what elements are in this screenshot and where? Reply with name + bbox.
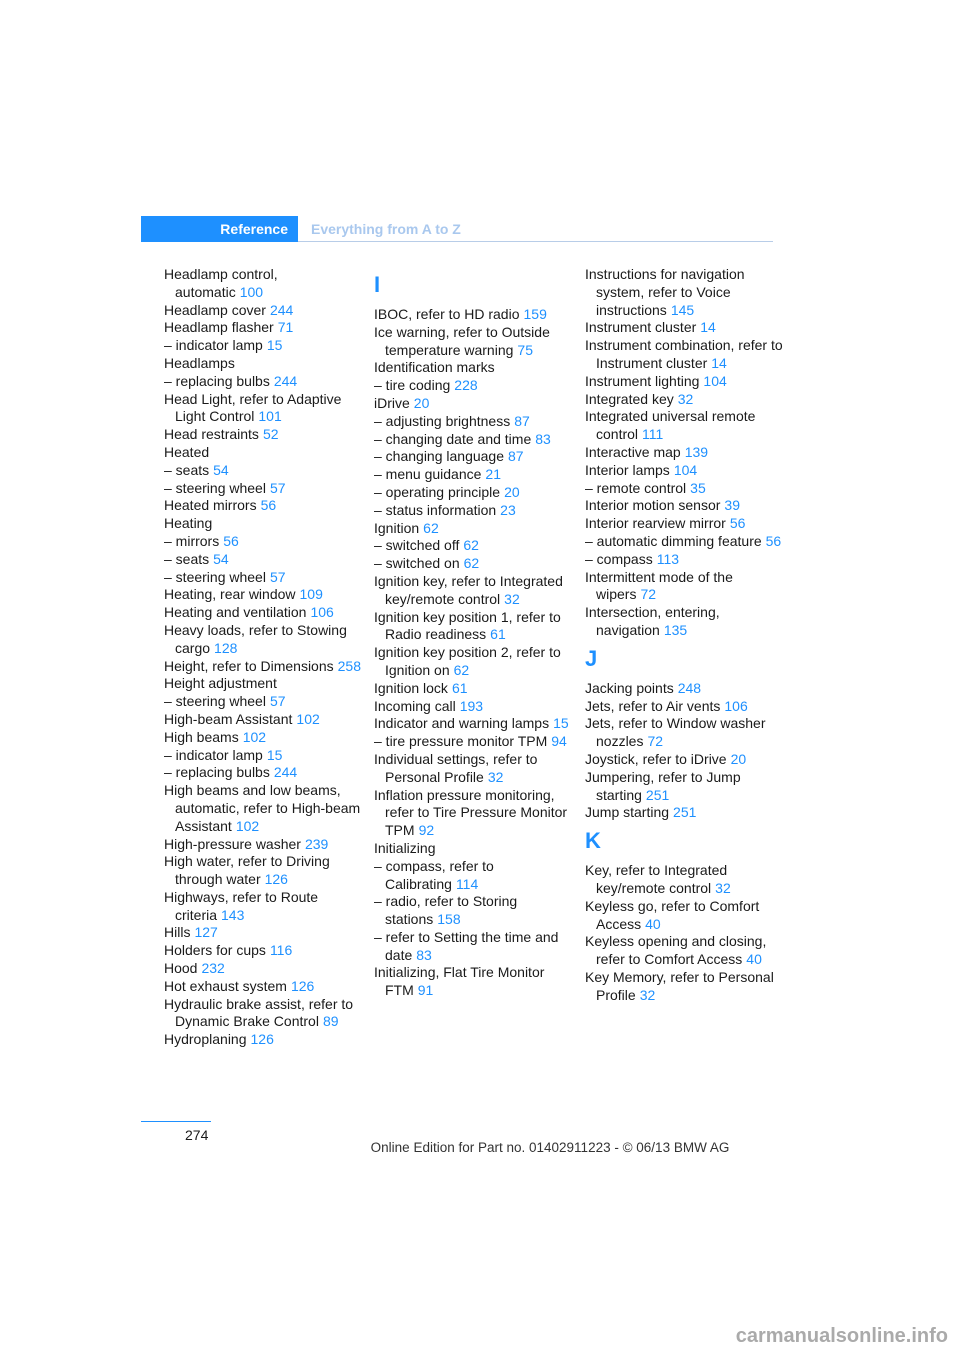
index-entry bbox=[374, 929, 574, 965]
index-entry bbox=[164, 551, 364, 569]
index-entry bbox=[374, 715, 574, 733]
page-reference-link[interactable]: 87 bbox=[514, 412, 530, 429]
index-entry-text: IBOC, refer to HD radio bbox=[374, 306, 520, 322]
page-reference-link[interactable]: 61 bbox=[490, 626, 506, 643]
index-entry bbox=[585, 515, 785, 533]
index-entry-text: – remote control bbox=[585, 479, 687, 496]
page-reference-link[interactable]: 158 bbox=[437, 911, 461, 928]
index-entry bbox=[374, 733, 574, 751]
page-number: 274 bbox=[185, 1127, 209, 1143]
index-entry-text: Head Light, refer to Adaptive Light Control bbox=[164, 390, 342, 425]
page-reference-link[interactable]: 54 bbox=[213, 550, 229, 567]
page-reference-link[interactable]: 228 bbox=[454, 377, 478, 394]
index-entry-text: iDrive bbox=[374, 394, 410, 411]
index-entry-text: Ignition lock bbox=[374, 679, 448, 696]
index-entry-text: Hood bbox=[164, 960, 198, 977]
page-reference-link[interactable]: 21 bbox=[485, 466, 501, 483]
index-entry bbox=[374, 377, 574, 395]
index-entry bbox=[585, 391, 785, 409]
page-reference-link[interactable]: 126 bbox=[250, 1031, 274, 1048]
page-reference-link[interactable]: 104 bbox=[673, 461, 698, 478]
index-entry-text: Headlamps bbox=[164, 354, 235, 371]
index-entry-text: – mirrors bbox=[164, 532, 220, 549]
index-entry bbox=[585, 698, 785, 716]
index-entry bbox=[164, 337, 364, 355]
index-entry bbox=[164, 586, 364, 604]
index-entry bbox=[585, 715, 785, 751]
index-entry-text: Intermittent mode of the wipers bbox=[585, 568, 733, 603]
index-entry bbox=[374, 484, 574, 502]
page-reference-link[interactable]: 15 bbox=[266, 337, 283, 354]
index-entry-text: Interior lamps bbox=[585, 461, 670, 478]
index-entry-text: – switched on bbox=[374, 555, 460, 572]
page-reference-link[interactable]: 62 bbox=[423, 519, 439, 536]
index-entry bbox=[164, 853, 364, 889]
page-reference-link[interactable]: 72 bbox=[640, 586, 657, 603]
page-reference-link[interactable]: 14 bbox=[711, 354, 727, 371]
index-entry-text: – indicator lamp bbox=[164, 746, 263, 763]
index-entry bbox=[164, 675, 364, 693]
index-entry-text: Interior motion sensor bbox=[585, 497, 721, 514]
page-reference-link[interactable]: 75 bbox=[517, 341, 533, 358]
index-entry-text: Joystick, refer to iDrive bbox=[585, 750, 727, 767]
page-reference-link[interactable]: 128 bbox=[214, 639, 238, 656]
page-reference-link[interactable]: 62 bbox=[463, 555, 480, 572]
index-entry-text: – tire pressure monitor TPM bbox=[374, 733, 548, 750]
index-column-1 bbox=[164, 266, 364, 1049]
index-entry-text: Headlamp cover bbox=[164, 301, 266, 318]
index-entry bbox=[374, 306, 574, 324]
index-entry bbox=[164, 729, 364, 747]
index-entry bbox=[374, 448, 574, 466]
page-reference-link[interactable]: 251 bbox=[645, 786, 670, 803]
page-reference-link[interactable]: 111 bbox=[642, 426, 664, 443]
index-entry bbox=[164, 266, 364, 302]
page-reference-link[interactable]: 54 bbox=[213, 461, 229, 478]
index-entry bbox=[374, 466, 574, 484]
index-entry bbox=[585, 898, 785, 934]
index-entry bbox=[585, 444, 785, 462]
page-reference-link[interactable]: 248 bbox=[677, 679, 702, 696]
page-reference-link[interactable]: 244 bbox=[273, 764, 298, 781]
index-entry-text: Heating, rear window bbox=[164, 586, 296, 603]
index-entry bbox=[585, 862, 785, 898]
page-reference-link[interactable]: 15 bbox=[266, 746, 283, 763]
page-reference-link[interactable]: 32 bbox=[639, 986, 656, 1003]
index-entry-text: Ignition bbox=[374, 519, 420, 536]
index-entry bbox=[585, 680, 785, 698]
page-reference-link[interactable]: 232 bbox=[201, 960, 225, 977]
page-reference-link[interactable]: 32 bbox=[677, 390, 694, 407]
footer-divider bbox=[141, 1121, 211, 1122]
index-entry-text: Head restraints bbox=[164, 426, 259, 443]
index-entry bbox=[164, 515, 364, 533]
index-entry bbox=[164, 373, 364, 391]
page-reference-link[interactable]: 109 bbox=[299, 586, 323, 603]
page-reference-link[interactable]: 72 bbox=[647, 733, 664, 750]
index-entry bbox=[374, 520, 574, 538]
index-entry-text: – steering wheel bbox=[164, 568, 266, 585]
index-entry bbox=[374, 644, 574, 680]
index-entry bbox=[585, 751, 785, 769]
index-entry-text: – compass bbox=[585, 550, 653, 567]
index-entry bbox=[164, 693, 364, 711]
page-reference-link[interactable]: 57 bbox=[269, 568, 286, 585]
index-entry bbox=[585, 933, 785, 969]
index-entry bbox=[164, 1031, 364, 1049]
page-reference-link[interactable]: 104 bbox=[703, 372, 727, 389]
index-entry-text: Heated mirrors bbox=[164, 497, 257, 514]
edition-note: Online Edition for Part no. 01402911223 - © 06/13 BMW AG bbox=[370, 1140, 730, 1155]
index-entry bbox=[585, 480, 785, 498]
page-reference-link[interactable]: 94 bbox=[551, 733, 567, 750]
index-entry-text: Initializing bbox=[374, 839, 436, 856]
index-entry-text: – steering wheel bbox=[164, 479, 266, 496]
index-entry-text: Jets, refer to Window washer nozzles bbox=[585, 715, 766, 750]
index-entry-text: – seats bbox=[164, 550, 210, 567]
index-letter-heading: J bbox=[585, 645, 598, 671]
index-entry-text: – switched off bbox=[374, 537, 460, 554]
index-entry bbox=[164, 747, 364, 765]
index-entry bbox=[374, 555, 574, 573]
index-entry bbox=[374, 431, 574, 449]
page-reference-link[interactable]: 126 bbox=[290, 977, 315, 994]
index-entry-text: Integrated universal remote control bbox=[585, 408, 756, 443]
page-reference-link[interactable]: 56 bbox=[260, 497, 277, 514]
index-entry-text: – adjusting brightness bbox=[374, 412, 511, 429]
page-reference-link[interactable]: 143 bbox=[221, 906, 245, 923]
index-entry bbox=[374, 573, 574, 609]
index-entry-text: Hydroplaning bbox=[164, 1031, 247, 1048]
index-entry bbox=[164, 302, 364, 320]
page-reference-link[interactable]: 139 bbox=[684, 443, 709, 460]
index-entry-text: Indicator and warning lamps bbox=[374, 715, 550, 732]
index-entry-text: Jump starting bbox=[585, 804, 670, 821]
page-reference-link[interactable]: 57 bbox=[269, 479, 286, 496]
index-entry-text: Heavy loads, refer to Stowing cargo bbox=[164, 621, 347, 656]
page-reference-link[interactable]: 100 bbox=[239, 283, 264, 300]
index-entry bbox=[374, 413, 574, 431]
index-entry bbox=[585, 551, 785, 569]
index-entry-text: Jets, refer to Air vents bbox=[585, 697, 721, 714]
index-entry-text: Incoming call bbox=[374, 697, 456, 714]
index-entry bbox=[585, 804, 785, 822]
page-reference-link[interactable]: 244 bbox=[269, 301, 294, 318]
index-entry bbox=[164, 711, 364, 729]
index-entry-text: Individual settings, refer to Personal Profile bbox=[374, 750, 538, 785]
index-entry bbox=[164, 426, 364, 444]
page-reference-link[interactable]: 159 bbox=[523, 306, 547, 322]
index-entry-text: Instrument combination, refer to Instrument cluster bbox=[585, 337, 783, 371]
page-reference-link[interactable]: 56 bbox=[223, 532, 239, 549]
page-reference-link[interactable]: 258 bbox=[337, 657, 361, 674]
index-entry-text: Hills bbox=[164, 924, 191, 941]
index-entry-text: High-beam Assistant bbox=[164, 710, 293, 727]
page-reference-link[interactable]: 113 bbox=[656, 550, 680, 567]
index-entry-text: Ice warning, refer to Outside temperature warning bbox=[374, 323, 550, 358]
page-reference-link[interactable]: 71 bbox=[277, 319, 294, 336]
index-entry bbox=[164, 533, 364, 551]
page-reference-link[interactable]: 40 bbox=[645, 915, 661, 932]
page-reference-link[interactable]: 127 bbox=[194, 924, 218, 941]
index-entry-text: Height, refer to Dimensions bbox=[164, 657, 334, 674]
page-reference-link[interactable]: 32 bbox=[504, 590, 520, 607]
index-entry bbox=[374, 537, 574, 555]
index-entry bbox=[374, 680, 574, 698]
index-entry bbox=[585, 337, 785, 373]
header-divider bbox=[298, 241, 773, 242]
index-entry bbox=[585, 373, 785, 391]
index-entry-text: – status information bbox=[374, 501, 497, 518]
index-entry-text: Heating and ventilation bbox=[164, 604, 307, 621]
index-entry bbox=[164, 444, 364, 462]
page-reference-link[interactable]: 251 bbox=[673, 804, 697, 821]
index-column-3 bbox=[585, 266, 785, 1004]
page-reference-link[interactable]: 40 bbox=[746, 951, 762, 968]
index-entry-text: Highways, refer to Route criteria bbox=[164, 888, 319, 923]
page-reference-link[interactable]: 106 bbox=[724, 697, 748, 714]
index-entry-text: – replacing bulbs bbox=[164, 764, 270, 781]
page-reference-link[interactable]: 244 bbox=[273, 372, 298, 389]
page-reference-link[interactable]: 239 bbox=[304, 835, 329, 852]
index-entry-text: – tire coding bbox=[374, 377, 451, 394]
page-reference-link[interactable]: 61 bbox=[451, 679, 468, 696]
index-entry bbox=[164, 569, 364, 587]
page-reference-link[interactable]: 35 bbox=[690, 479, 706, 496]
index-entry bbox=[374, 787, 574, 840]
index-entry-text: – refer to Setting the time and date bbox=[374, 928, 559, 963]
index-entry bbox=[585, 533, 785, 551]
index-entry bbox=[164, 942, 364, 960]
page-reference-link[interactable]: 39 bbox=[724, 497, 740, 514]
page-reference-link[interactable]: 101 bbox=[258, 408, 282, 425]
index-entry bbox=[585, 969, 785, 1005]
index-entry-text: – steering wheel bbox=[164, 693, 266, 710]
index-entry-text: – menu guidance bbox=[374, 466, 482, 483]
index-entry bbox=[164, 497, 364, 515]
index-entry bbox=[374, 751, 574, 787]
page-reference-link[interactable]: 91 bbox=[417, 982, 434, 999]
page-reference-link[interactable]: 102 bbox=[296, 710, 320, 727]
index-entry-text: Inflation pressure monitoring, refer to Tire Pressure Monitor TPM bbox=[374, 786, 568, 839]
page-reference-link[interactable]: 89 bbox=[322, 1013, 339, 1030]
index-entry-text: Holders for cups bbox=[164, 942, 266, 959]
index-entry-text: – compass, refer to Calibrating bbox=[374, 857, 494, 892]
page-reference-link[interactable]: 32 bbox=[487, 768, 504, 785]
index-entry-text: Headlamp control, automatic bbox=[164, 266, 278, 300]
page-reference-link[interactable]: 56 bbox=[765, 532, 782, 549]
index-entry-text: Headlamp flasher bbox=[164, 319, 274, 336]
index-entry bbox=[585, 604, 785, 640]
index-entry-text: – seats bbox=[164, 461, 210, 478]
index-entry-text: – changing language bbox=[374, 448, 505, 465]
page-reference-link[interactable]: 62 bbox=[453, 661, 470, 678]
index-entry bbox=[585, 408, 785, 444]
index-entry bbox=[585, 497, 785, 515]
index-entry-text: Key Memory, refer to Personal Profile bbox=[585, 968, 774, 1003]
page-reference-link[interactable]: 126 bbox=[264, 871, 288, 888]
index-entry bbox=[164, 391, 364, 427]
page-header bbox=[141, 216, 773, 242]
index-entry-text: – operating principle bbox=[374, 483, 501, 500]
index-entry-text: Hydraulic brake assist, refer to Dynamic Brake Control bbox=[164, 995, 354, 1030]
index-entry-text: – automatic dimming feature bbox=[585, 532, 762, 549]
page-reference-link[interactable]: 83 bbox=[416, 946, 432, 963]
page-reference-link[interactable]: 145 bbox=[670, 301, 695, 318]
index-entry bbox=[164, 889, 364, 925]
index-entry-text: Jacking points bbox=[585, 679, 674, 696]
index-entry bbox=[585, 569, 785, 605]
index-entry bbox=[374, 609, 574, 645]
index-entry bbox=[164, 978, 364, 996]
page-reference-link[interactable]: 92 bbox=[418, 822, 435, 839]
index-entry-text: Keyless go, refer to Comfort Access bbox=[585, 897, 760, 932]
index-entry-text: – radio, refer to Storing stations bbox=[374, 893, 518, 928]
index-entry-text: – replacing bulbs bbox=[164, 372, 270, 389]
index-entry bbox=[164, 782, 364, 835]
index-entry-text: High-pressure washer bbox=[164, 835, 301, 852]
index-entry-text: Jumpering, refer to Jump starting bbox=[585, 768, 741, 803]
index-entry bbox=[585, 769, 785, 805]
index-entry bbox=[374, 698, 574, 716]
index-entry bbox=[374, 359, 574, 377]
page-reference-link[interactable]: 116 bbox=[269, 942, 293, 959]
index-entry-text: High beams bbox=[164, 728, 239, 745]
index-entry-text: Instrument cluster bbox=[585, 319, 697, 336]
page-reference-link[interactable]: 62 bbox=[463, 537, 479, 554]
page-reference-link[interactable]: 135 bbox=[663, 621, 688, 638]
index-entry-text: Initializing, Flat Tire Monitor FTM bbox=[374, 964, 545, 999]
index-entry-text: Ignition key position 2, refer to Ignition on bbox=[374, 644, 561, 678]
index-entry bbox=[164, 996, 364, 1032]
index-entry-text: Height adjustment bbox=[164, 675, 277, 692]
index-entry-text: Ignition key, refer to Integrated key/remote control bbox=[374, 572, 563, 607]
page-reference-link[interactable]: 83 bbox=[535, 430, 551, 447]
page-reference-link[interactable]: 52 bbox=[262, 426, 279, 443]
page-reference-link[interactable]: 114 bbox=[455, 875, 479, 892]
index-entry-text: Interior rearview mirror bbox=[585, 515, 726, 532]
index-entry-text: Interactive map bbox=[585, 443, 681, 460]
page-reference-link[interactable]: 20 bbox=[730, 750, 747, 767]
index-entry bbox=[374, 840, 574, 858]
page-reference-link[interactable]: 106 bbox=[310, 604, 334, 621]
page-reference-link[interactable]: 102 bbox=[242, 728, 267, 745]
index-entry bbox=[164, 622, 364, 658]
index-entry-text: – indicator lamp bbox=[164, 337, 263, 354]
index-entry-text: Heating bbox=[164, 515, 213, 532]
page-reference-link[interactable]: 32 bbox=[715, 879, 731, 896]
page-reference-link[interactable]: 23 bbox=[500, 501, 516, 518]
index-entry-text: Hot exhaust system bbox=[164, 977, 287, 994]
index-column-2 bbox=[374, 266, 574, 1000]
page-reference-link[interactable]: 193 bbox=[459, 697, 484, 714]
index-entry-text: Heated bbox=[164, 443, 210, 460]
index-entry bbox=[164, 658, 364, 676]
index-entry-text: High water, refer to Driving through water bbox=[164, 853, 330, 888]
page-reference-link[interactable]: 57 bbox=[269, 693, 286, 710]
index-letter-heading: I bbox=[374, 272, 381, 297]
index-entry-text: Keyless opening and closing, refer to Comfort Access bbox=[585, 933, 767, 968]
index-entry-text: Ignition key position 1, refer to Radio readiness bbox=[374, 608, 561, 643]
section-tab: Reference bbox=[141, 216, 298, 242]
index-entry bbox=[164, 480, 364, 498]
index-entry bbox=[164, 764, 364, 782]
index-entry bbox=[164, 960, 364, 978]
index-entry bbox=[374, 502, 574, 520]
page-reference-link[interactable]: 87 bbox=[508, 448, 524, 465]
index-entry bbox=[585, 462, 785, 480]
page-reference-link[interactable]: 14 bbox=[700, 319, 716, 336]
page-reference-link[interactable]: 102 bbox=[235, 817, 260, 834]
index-entry-text: Instrument lighting bbox=[585, 372, 700, 389]
chapter-title: Everything from A to Z bbox=[311, 221, 461, 237]
index-entry bbox=[164, 604, 364, 622]
index-entry bbox=[374, 893, 574, 929]
index-letter-heading: K bbox=[585, 828, 601, 854]
index-entry bbox=[164, 462, 364, 480]
index-entry-text: Instructions for navigation system, refer to Voice instructions bbox=[585, 266, 745, 318]
page-reference-link[interactable]: 15 bbox=[553, 715, 569, 732]
page-reference-link[interactable]: 20 bbox=[413, 394, 430, 411]
index-entry-text: Intersection, entering, navigation bbox=[585, 604, 720, 638]
index-entry bbox=[374, 395, 574, 413]
watermark: carmanualsonline.info bbox=[735, 1325, 948, 1347]
index-entry bbox=[164, 924, 364, 942]
index-entry bbox=[585, 266, 785, 319]
index-entry bbox=[374, 964, 574, 1000]
index-entry bbox=[374, 858, 574, 894]
index-entry bbox=[164, 355, 364, 373]
index-entry-text: Key, refer to Integrated key/remote control bbox=[585, 862, 728, 896]
index-entry-text: High beams and low beams, automatic, refer to High-beam Assistant bbox=[164, 782, 361, 834]
index-entry-text: – changing date and time bbox=[374, 430, 532, 447]
page-reference-link[interactable]: 56 bbox=[729, 515, 746, 532]
index-entry bbox=[585, 319, 785, 337]
index-entry bbox=[164, 319, 364, 337]
index-entry-text: Identification marks bbox=[374, 359, 495, 376]
index-entry-text: Integrated key bbox=[585, 390, 674, 407]
index-entry bbox=[374, 324, 574, 360]
page-reference-link[interactable]: 20 bbox=[504, 483, 520, 500]
index-entry bbox=[164, 836, 364, 854]
